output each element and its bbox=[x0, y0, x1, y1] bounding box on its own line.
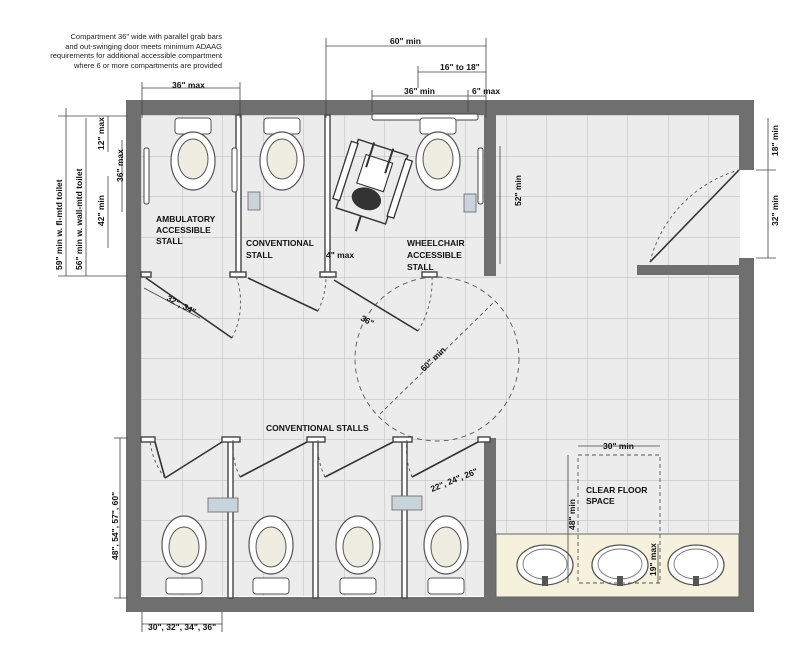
note-line: requirements for additional accessible compartment bbox=[50, 51, 222, 60]
dim-30-min: 30" min bbox=[603, 441, 634, 451]
dim-32-min: 32" min bbox=[770, 195, 780, 226]
dim-42-min: 42" min bbox=[96, 195, 106, 226]
dim-bottom-30-36: 30", 32", 34", 36" bbox=[148, 622, 217, 632]
note-line: and out-swinging door meets minimum ADAAG bbox=[65, 41, 222, 51]
toilet bbox=[249, 516, 293, 594]
wheelchair-stall-label: WHEELCHAIR ACCESSIBLE STALL bbox=[407, 238, 465, 272]
note-line: where 6 or more compartments are provided bbox=[74, 60, 222, 70]
dim-36-max: 36" max bbox=[172, 80, 205, 90]
dim-52-min: 52" min bbox=[513, 175, 523, 206]
dim-12-max: 12" max bbox=[96, 117, 106, 150]
dim-19-max: 19" max bbox=[648, 543, 658, 576]
sink bbox=[592, 545, 648, 586]
dim-48-60: 48", 54", 57", 60" bbox=[110, 491, 120, 560]
dim-16-18: 16" to 18" bbox=[440, 62, 480, 72]
sink bbox=[668, 545, 724, 586]
dim-48-min: 48" min bbox=[567, 499, 577, 530]
dim-60-min: 60" min bbox=[390, 36, 421, 46]
dim-18-min: 18" min bbox=[770, 125, 780, 156]
toilet bbox=[424, 516, 468, 594]
toilet bbox=[260, 118, 304, 190]
clear-floor-label: CLEAR FLOOR SPACE bbox=[586, 485, 648, 506]
dim-32-34: 32", 34" bbox=[165, 292, 198, 317]
toilet bbox=[336, 516, 380, 594]
toilet bbox=[162, 516, 206, 594]
ambulatory-label: AMBULATORY ACCESSIBLE STALL bbox=[156, 214, 216, 246]
dim-4-max: 4" max bbox=[326, 250, 355, 260]
dim-36-max-left: 36" max bbox=[115, 149, 125, 182]
dim-36-door: 36" bbox=[359, 312, 376, 329]
dim-60-turn: 60" min bbox=[418, 344, 448, 374]
dim-56-min: 56" min w. wall-mtd toilet bbox=[74, 168, 84, 270]
conventional-stall-label: CONVENTIONAL STALL bbox=[246, 238, 314, 260]
dim-59-min: 59" min w. fl-mtd toilet bbox=[54, 179, 64, 270]
dim-6-max: 6" max bbox=[472, 86, 501, 96]
dim-36-min: 36" min bbox=[404, 86, 435, 96]
toilet bbox=[171, 118, 215, 190]
dim-22-26: 22", 24", 26" bbox=[429, 465, 480, 494]
toilet bbox=[416, 118, 460, 190]
sink bbox=[517, 545, 573, 586]
conventional-stalls-label: CONVENTIONAL STALLS bbox=[266, 423, 369, 433]
note-line: Compartment 36" wide with parallel grab bars bbox=[70, 32, 222, 41]
